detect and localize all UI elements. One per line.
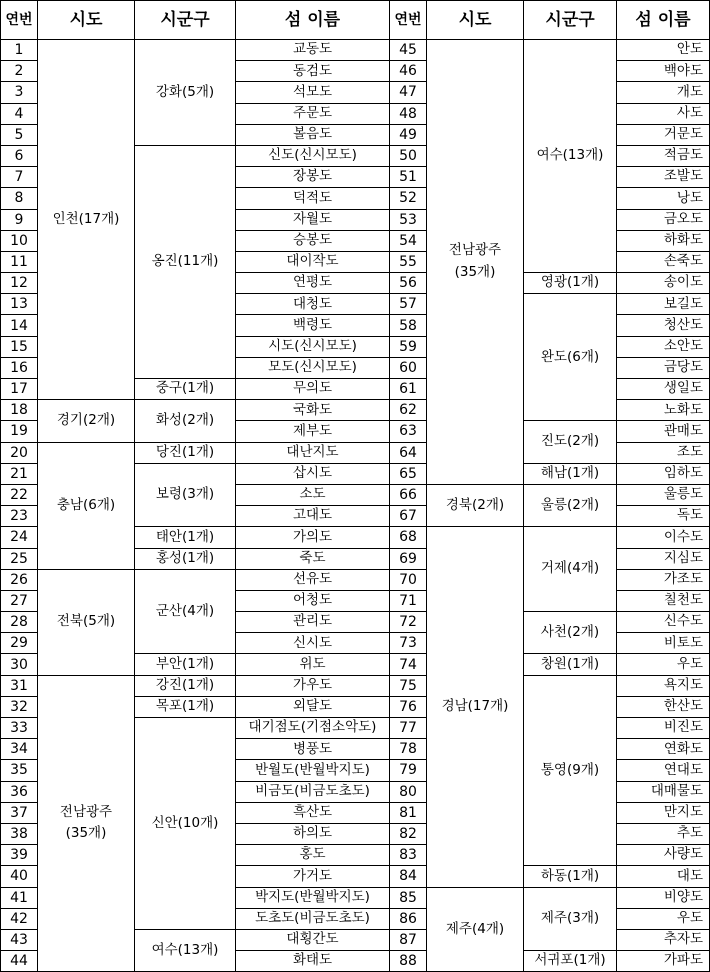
island-name: 가의도 bbox=[236, 527, 390, 548]
island-name: 신수도 bbox=[617, 612, 710, 633]
row-number: 20 bbox=[1, 442, 38, 463]
row-number: 28 bbox=[1, 612, 38, 633]
header-sido-left: 시도 bbox=[38, 1, 135, 40]
row-number: 84 bbox=[390, 866, 427, 887]
sido-cell: 인천(17개) bbox=[38, 40, 135, 400]
row-number: 8 bbox=[1, 188, 38, 209]
island-name: 자월도 bbox=[236, 209, 390, 230]
island-name: 고대도 bbox=[236, 506, 390, 527]
sigungu-cell: 영광(1개) bbox=[524, 273, 617, 294]
island-name: 욕지도 bbox=[617, 675, 710, 696]
row-number: 25 bbox=[1, 548, 38, 569]
sigungu-cell: 옹진(11개) bbox=[135, 145, 236, 378]
island-name: 대매물도 bbox=[617, 781, 710, 802]
row-number: 59 bbox=[390, 336, 427, 357]
row-number: 33 bbox=[1, 718, 38, 739]
row-number: 87 bbox=[390, 929, 427, 950]
row-number: 7 bbox=[1, 167, 38, 188]
row-number: 29 bbox=[1, 633, 38, 654]
row-number: 31 bbox=[1, 675, 38, 696]
island-name: 추도 bbox=[617, 823, 710, 844]
island-name: 가조도 bbox=[617, 569, 710, 590]
island-name: 대난지도 bbox=[236, 442, 390, 463]
island-name: 시도(신시모도) bbox=[236, 336, 390, 357]
row-number: 14 bbox=[1, 315, 38, 336]
row-number: 66 bbox=[390, 484, 427, 505]
island-name: 대이작도 bbox=[236, 251, 390, 272]
row-number: 37 bbox=[1, 802, 38, 823]
island-name: 관매도 bbox=[617, 421, 710, 442]
row-number: 88 bbox=[390, 951, 427, 972]
island-name: 모도(신시모도) bbox=[236, 357, 390, 378]
island-name: 삽시도 bbox=[236, 463, 390, 484]
island-name: 외달도 bbox=[236, 696, 390, 717]
sido-cell: 제주(4개) bbox=[427, 887, 524, 972]
island-name: 제부도 bbox=[236, 421, 390, 442]
island-name: 우도 bbox=[617, 908, 710, 929]
row-number: 55 bbox=[390, 251, 427, 272]
row-number: 85 bbox=[390, 887, 427, 908]
island-name: 하화도 bbox=[617, 230, 710, 251]
sigungu-cell: 진도(2개) bbox=[524, 421, 617, 463]
row-number: 67 bbox=[390, 506, 427, 527]
row-number: 17 bbox=[1, 379, 38, 400]
row-number: 15 bbox=[1, 336, 38, 357]
island-name: 우도 bbox=[617, 654, 710, 675]
row-number: 26 bbox=[1, 569, 38, 590]
island-name: 백령도 bbox=[236, 315, 390, 336]
island-name: 연대도 bbox=[617, 760, 710, 781]
sido-cell: 경남(17개) bbox=[427, 527, 524, 887]
sigungu-cell: 통영(9개) bbox=[524, 675, 617, 866]
table-row bbox=[1, 40, 710, 61]
island-name: 볼음도 bbox=[236, 124, 390, 145]
row-number: 69 bbox=[390, 548, 427, 569]
island-name: 대기점도(기점소악도) bbox=[236, 718, 390, 739]
island-name: 만지도 bbox=[617, 802, 710, 823]
row-number: 78 bbox=[390, 739, 427, 760]
row-number: 72 bbox=[390, 612, 427, 633]
row-number: 13 bbox=[1, 294, 38, 315]
island-name: 반월도(반월박지도) bbox=[236, 760, 390, 781]
row-number: 79 bbox=[390, 760, 427, 781]
island-name: 보길도 bbox=[617, 294, 710, 315]
island-name: 석모도 bbox=[236, 82, 390, 103]
island-name: 사량도 bbox=[617, 845, 710, 866]
sigungu-cell: 여수(13개) bbox=[524, 40, 617, 273]
row-number: 71 bbox=[390, 590, 427, 611]
sigungu-cell: 사천(2개) bbox=[524, 612, 617, 654]
row-number: 53 bbox=[390, 209, 427, 230]
sigungu-cell: 서귀포(1개) bbox=[524, 951, 617, 972]
sigungu-cell: 거제(4개) bbox=[524, 527, 617, 612]
row-number: 4 bbox=[1, 103, 38, 124]
island-name: 송이도 bbox=[617, 273, 710, 294]
island-name: 가우도 bbox=[236, 675, 390, 696]
sigungu-cell: 해남(1개) bbox=[524, 463, 617, 484]
row-number: 45 bbox=[390, 40, 427, 61]
island-name: 이수도 bbox=[617, 527, 710, 548]
island-name: 백야도 bbox=[617, 61, 710, 82]
sigungu-cell: 신안(10개) bbox=[135, 718, 236, 930]
table-header bbox=[1, 1, 710, 40]
island-name: 덕적도 bbox=[236, 188, 390, 209]
island-name: 소도 bbox=[236, 484, 390, 505]
sigungu-cell: 창원(1개) bbox=[524, 654, 617, 675]
row-number: 56 bbox=[390, 273, 427, 294]
island-name: 도초도(비금도초도) bbox=[236, 908, 390, 929]
row-number: 75 bbox=[390, 675, 427, 696]
row-number: 19 bbox=[1, 421, 38, 442]
row-number: 47 bbox=[390, 82, 427, 103]
row-number: 5 bbox=[1, 124, 38, 145]
sigungu-cell: 목포(1개) bbox=[135, 696, 236, 717]
row-number: 58 bbox=[390, 315, 427, 336]
island-name: 금당도 bbox=[617, 357, 710, 378]
island-name: 지심도 bbox=[617, 548, 710, 569]
sigungu-cell: 중구(1개) bbox=[135, 379, 236, 400]
island-name: 무의도 bbox=[236, 379, 390, 400]
row-number: 74 bbox=[390, 654, 427, 675]
island-name: 금오도 bbox=[617, 209, 710, 230]
row-number: 41 bbox=[1, 887, 38, 908]
island-name: 조발도 bbox=[617, 167, 710, 188]
island-name: 낭도 bbox=[617, 188, 710, 209]
row-number: 81 bbox=[390, 802, 427, 823]
sigungu-cell: 울릉(2개) bbox=[524, 484, 617, 526]
row-number: 54 bbox=[390, 230, 427, 251]
island-name: 청산도 bbox=[617, 315, 710, 336]
island-name: 신도(신시모도) bbox=[236, 145, 390, 166]
row-number: 18 bbox=[1, 400, 38, 421]
sido-cell: 전남광주 (35개) bbox=[38, 675, 135, 972]
sigungu-cell: 당진(1개) bbox=[135, 442, 236, 463]
header-sigungu-left: 시군구 bbox=[135, 1, 236, 40]
row-number: 60 bbox=[390, 357, 427, 378]
island-name: 가거도 bbox=[236, 866, 390, 887]
island-name: 사도 bbox=[617, 103, 710, 124]
island-name: 주문도 bbox=[236, 103, 390, 124]
row-number: 76 bbox=[390, 696, 427, 717]
island-name: 비진도 bbox=[617, 718, 710, 739]
row-number: 65 bbox=[390, 463, 427, 484]
island-name: 선유도 bbox=[236, 569, 390, 590]
sigungu-cell: 제주(3개) bbox=[524, 887, 617, 951]
island-name: 추자도 bbox=[617, 929, 710, 950]
island-name: 손죽도 bbox=[617, 251, 710, 272]
row-number: 64 bbox=[390, 442, 427, 463]
header-no-right: 연번 bbox=[390, 1, 427, 40]
row-number: 80 bbox=[390, 781, 427, 802]
island-name: 연평도 bbox=[236, 273, 390, 294]
island-name: 장봉도 bbox=[236, 167, 390, 188]
island-name: 홍도 bbox=[236, 845, 390, 866]
island-name: 하의도 bbox=[236, 823, 390, 844]
row-number: 38 bbox=[1, 823, 38, 844]
sigungu-cell: 군산(4개) bbox=[135, 569, 236, 654]
sido-cell: 경북(2개) bbox=[427, 484, 524, 526]
row-number: 27 bbox=[1, 590, 38, 611]
header-island-right: 섬 이름 bbox=[617, 1, 710, 40]
island-name: 가파도 bbox=[617, 951, 710, 972]
sigungu-cell: 강진(1개) bbox=[135, 675, 236, 696]
island-name: 위도 bbox=[236, 654, 390, 675]
island-name: 개도 bbox=[617, 82, 710, 103]
island-name: 독도 bbox=[617, 506, 710, 527]
row-number: 9 bbox=[1, 209, 38, 230]
sigungu-cell: 화성(2개) bbox=[135, 400, 236, 442]
row-number: 62 bbox=[390, 400, 427, 421]
row-number: 57 bbox=[390, 294, 427, 315]
row-number: 77 bbox=[390, 718, 427, 739]
island-name: 죽도 bbox=[236, 548, 390, 569]
island-name: 비양도 bbox=[617, 887, 710, 908]
header-sigungu-right: 시군구 bbox=[524, 1, 617, 40]
island-name: 박지도(반월박지도) bbox=[236, 887, 390, 908]
island-name: 대횡간도 bbox=[236, 929, 390, 950]
island-name: 승봉도 bbox=[236, 230, 390, 251]
row-number: 73 bbox=[390, 633, 427, 654]
island-name: 관리도 bbox=[236, 612, 390, 633]
island-name: 비토도 bbox=[617, 633, 710, 654]
island-name: 병풍도 bbox=[236, 739, 390, 760]
table-body bbox=[1, 40, 710, 972]
island-name: 대도 bbox=[617, 866, 710, 887]
row-number: 82 bbox=[390, 823, 427, 844]
row-number: 61 bbox=[390, 379, 427, 400]
row-number: 51 bbox=[390, 167, 427, 188]
island-name: 동검도 bbox=[236, 61, 390, 82]
sigungu-cell: 하동(1개) bbox=[524, 866, 617, 887]
sigungu-cell: 태안(1개) bbox=[135, 527, 236, 548]
row-number: 1 bbox=[1, 40, 38, 61]
row-number: 16 bbox=[1, 357, 38, 378]
row-number: 21 bbox=[1, 463, 38, 484]
row-number: 50 bbox=[390, 145, 427, 166]
island-name: 소안도 bbox=[617, 336, 710, 357]
row-number: 40 bbox=[1, 866, 38, 887]
sido-cell: 경기(2개) bbox=[38, 400, 135, 442]
island-name: 연화도 bbox=[617, 739, 710, 760]
row-number: 3 bbox=[1, 82, 38, 103]
island-name: 적금도 bbox=[617, 145, 710, 166]
row-number: 6 bbox=[1, 145, 38, 166]
row-number: 12 bbox=[1, 273, 38, 294]
island-name: 대청도 bbox=[236, 294, 390, 315]
island-name: 흑산도 bbox=[236, 802, 390, 823]
header-no-left: 연번 bbox=[1, 1, 38, 40]
row-number: 23 bbox=[1, 506, 38, 527]
island-name: 신시도 bbox=[236, 633, 390, 654]
header-island-left: 섬 이름 bbox=[236, 1, 390, 40]
island-name: 화태도 bbox=[236, 951, 390, 972]
row-number: 86 bbox=[390, 908, 427, 929]
row-number: 43 bbox=[1, 929, 38, 950]
island-name: 노화도 bbox=[617, 400, 710, 421]
header-sido-right: 시도 bbox=[427, 1, 524, 40]
row-number: 35 bbox=[1, 760, 38, 781]
row-number: 32 bbox=[1, 696, 38, 717]
island-name: 국화도 bbox=[236, 400, 390, 421]
island-name: 거문도 bbox=[617, 124, 710, 145]
island-name: 울릉도 bbox=[617, 484, 710, 505]
row-number: 46 bbox=[390, 61, 427, 82]
row-number: 36 bbox=[1, 781, 38, 802]
row-number: 42 bbox=[1, 908, 38, 929]
row-number: 48 bbox=[390, 103, 427, 124]
island-name: 어청도 bbox=[236, 590, 390, 611]
row-number: 44 bbox=[1, 951, 38, 972]
island-name: 한산도 bbox=[617, 696, 710, 717]
row-number: 68 bbox=[390, 527, 427, 548]
row-number: 11 bbox=[1, 251, 38, 272]
island-name: 비금도(비금도초도) bbox=[236, 781, 390, 802]
row-number: 39 bbox=[1, 845, 38, 866]
row-number: 30 bbox=[1, 654, 38, 675]
row-number: 63 bbox=[390, 421, 427, 442]
sigungu-cell: 강화(5개) bbox=[135, 40, 236, 146]
row-number: 34 bbox=[1, 739, 38, 760]
table-row bbox=[1, 675, 710, 696]
row-number: 52 bbox=[390, 188, 427, 209]
sido-cell: 전북(5개) bbox=[38, 569, 135, 675]
row-number: 10 bbox=[1, 230, 38, 251]
row-number: 2 bbox=[1, 61, 38, 82]
island-name: 칠천도 bbox=[617, 590, 710, 611]
sigungu-cell: 부안(1개) bbox=[135, 654, 236, 675]
row-number: 83 bbox=[390, 845, 427, 866]
sigungu-cell: 완도(6개) bbox=[524, 294, 617, 421]
sido-cell: 전남광주 (35개) bbox=[427, 40, 524, 485]
island-name: 임하도 bbox=[617, 463, 710, 484]
sido-cell: 충남(6개) bbox=[38, 442, 135, 569]
sigungu-cell: 여수(13개) bbox=[135, 929, 236, 971]
island-name: 조도 bbox=[617, 442, 710, 463]
row-number: 49 bbox=[390, 124, 427, 145]
island-name: 교동도 bbox=[236, 40, 390, 61]
island-name: 생일도 bbox=[617, 379, 710, 400]
sigungu-cell: 보령(3개) bbox=[135, 463, 236, 527]
row-number: 70 bbox=[390, 569, 427, 590]
sigungu-cell: 홍성(1개) bbox=[135, 548, 236, 569]
row-number: 24 bbox=[1, 527, 38, 548]
island-name: 안도 bbox=[617, 40, 710, 61]
row-number: 22 bbox=[1, 484, 38, 505]
